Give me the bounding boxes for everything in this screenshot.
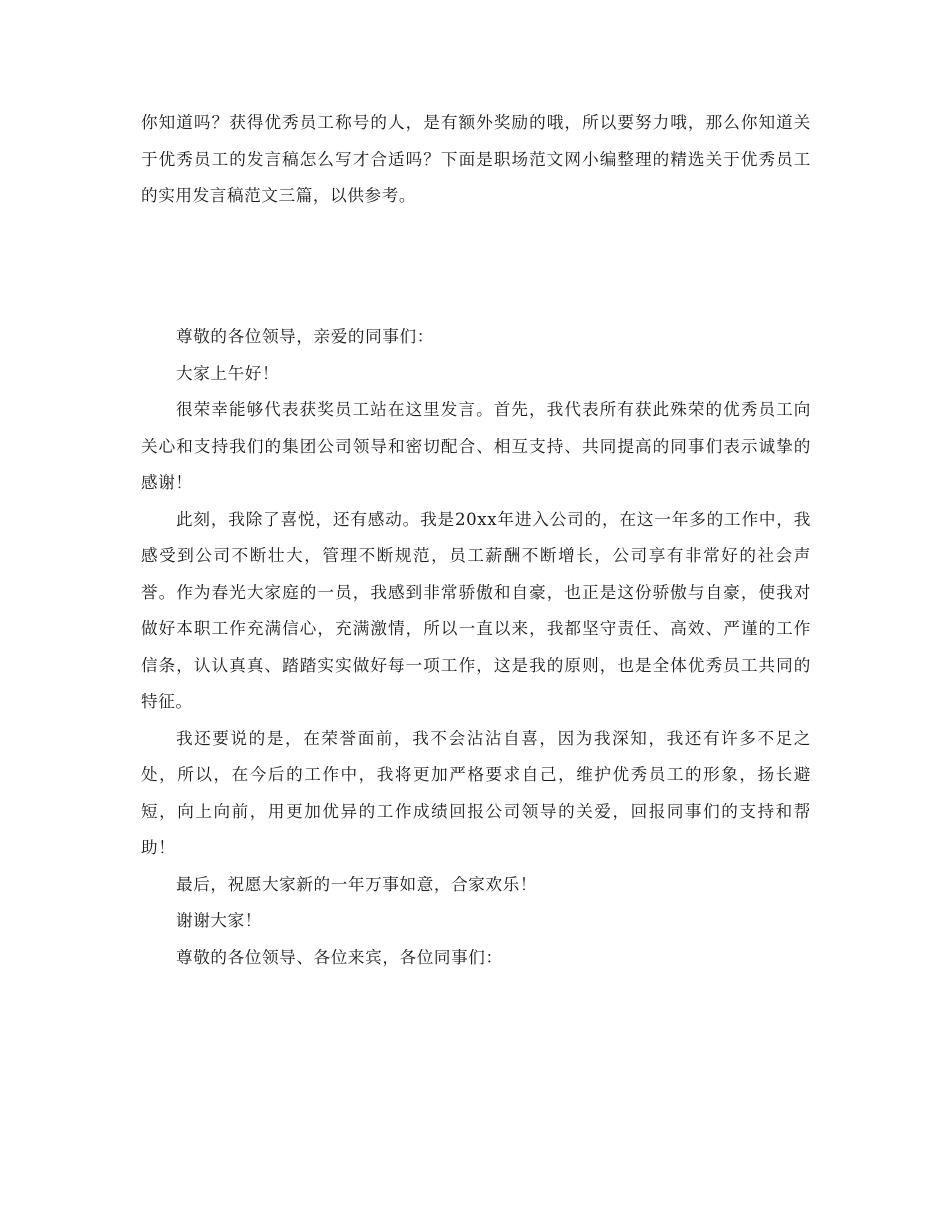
closing-wishes: 最后，祝愿大家新的一年万事如意，合家欢乐！ [176, 874, 538, 894]
second-salutation: 尊敬的各位领导、各位来宾，各位同事们： [176, 947, 503, 967]
closing-thanks: 谢谢大家！ [176, 911, 262, 930]
speech-body [141, 319, 811, 976]
salutation: 尊敬的各位领导，亲爱的同事们： [176, 327, 434, 346]
greeting: 大家上午好！ [176, 363, 280, 383]
body-paragraph-feelings: 此刻，我除了喜悦，还有感动。我是20xx年进入公司的，在这一年多的工作中，我感受到公司不断壮大，管理不断规范，员工薪酬不断增长，公司享有非常好的社会声誉。作为春光大家庭的一员，我感到非常骄傲和自豪，也正是这份骄傲与自豪，使我对做好本职工作充满信心，充满激情，所以一直以来，我都坚守责任、高效、严谨的工作信条，认认真真、踏踏实实做好每一项工作，这是我的原则，也是全体优秀员工共同的特征。 [141, 509, 811, 711]
body-paragraph-thanks: 很荣幸能够代表获奖员工站在这里发言。首先，我代表所有获此殊荣的优秀员工向关心和支持我们的集团公司领导和密切配合、相互支持、共同提高的同事们表示诚挚的感谢！ [141, 400, 811, 492]
intro-paragraph: 你知道吗？获得优秀员工称号的人，是有额外奖励的哦，所以要努力哦，那么你知道关于优秀员工的发言稿怎么写才合适吗？下面是职场范文网小编整理的精选关于优秀员工的实用发言稿范文三篇，以供参考。 [141, 113, 811, 205]
body-paragraph-commitment: 我还要说的是，在荣誉面前，我不会沾沾自喜，因为我深知，我还有许多不足之处，所以，在今后的工作中，我将更加严格要求自己，维护优秀员工的形象，扬长避短，向上向前，用更加优异的工作成绩回报公司领导的关爱，回报同事们的支持和帮助！ [141, 728, 811, 857]
